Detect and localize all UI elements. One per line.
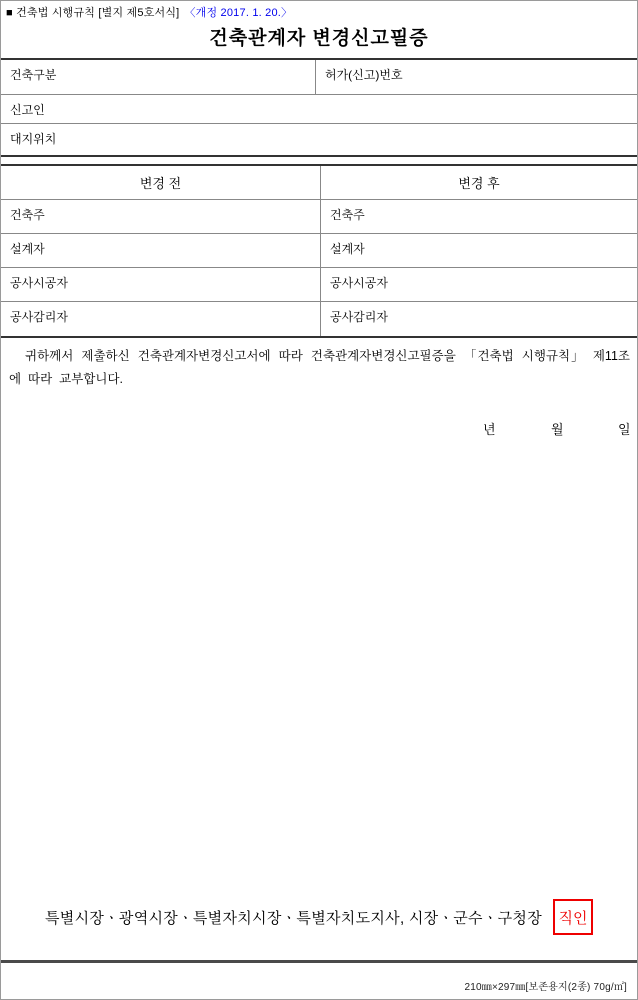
supervisor-before-cell: 공사감리자 — [1, 302, 321, 336]
day-label: 일 — [618, 422, 631, 437]
supervisor-after-cell: 공사감리자 — [330, 310, 388, 324]
contractor-after-cell: 공사시공자 — [330, 276, 388, 290]
issuance-statement: 귀하께서 제출하신 건축관계자변경신고서에 따라 건축관계자변경신고필증을 「건축법 시행규칙」 제11조에 따라 교부합니다. — [9, 349, 630, 386]
reporter-cell — [1, 95, 637, 124]
info-table-row-1 — [1, 60, 637, 95]
change-table-row-contractor — [1, 268, 637, 302]
change-table-row-designer — [1, 234, 637, 268]
site-location-label: 대지위치 — [10, 132, 57, 146]
change-table-header-row — [1, 166, 637, 200]
site-location-cell — [1, 124, 637, 155]
change-table-row-owner — [1, 200, 637, 234]
bottom-rule — [1, 960, 637, 963]
permit-number-label: 허가(신고)번호 — [325, 68, 403, 82]
form-title: 건축관계자 변경신고필증 — [209, 28, 429, 49]
owner-before-cell: 건축주 — [1, 200, 321, 233]
contractor-before-cell: 공사시공자 — [1, 268, 321, 301]
info-table — [1, 58, 637, 157]
construction-category-cell — [1, 60, 316, 94]
permit-number-cell — [316, 60, 637, 94]
date-line — [1, 419, 637, 437]
change-table — [1, 164, 637, 338]
issuer-title: 특별시장ㆍ광역시장ㆍ특별자치시장ㆍ특별자치도지사, 시장ㆍ군수ㆍ구청장 — [44, 909, 542, 927]
designer-before-cell: 설계자 — [1, 234, 321, 267]
reporter-label: 신고인 — [10, 103, 45, 117]
signature-line — [1, 899, 637, 935]
before-change-header: 변경 전 — [1, 166, 321, 199]
designer-after-cell: 설계자 — [330, 242, 365, 256]
year-label: 년 — [483, 422, 496, 437]
revision-date: 〈개정 2017. 1. 20.〉 — [184, 7, 293, 19]
construction-category-label: 건축구분 — [10, 68, 57, 82]
after-change-header: 변경 후 — [458, 176, 500, 191]
change-table-row-supervisor — [1, 302, 637, 336]
form-reference — [6, 4, 292, 20]
month-label: 월 — [551, 422, 564, 437]
official-seal-box: 직인 — [553, 899, 593, 935]
owner-after-cell: 건축주 — [330, 208, 365, 222]
form-reference-text: ■ 건축법 시행규칙 [별지 제5호서식] — [6, 7, 180, 19]
paper-spec: 210㎜×297㎜[보존용지(2종) 70g/㎡] — [464, 982, 627, 993]
